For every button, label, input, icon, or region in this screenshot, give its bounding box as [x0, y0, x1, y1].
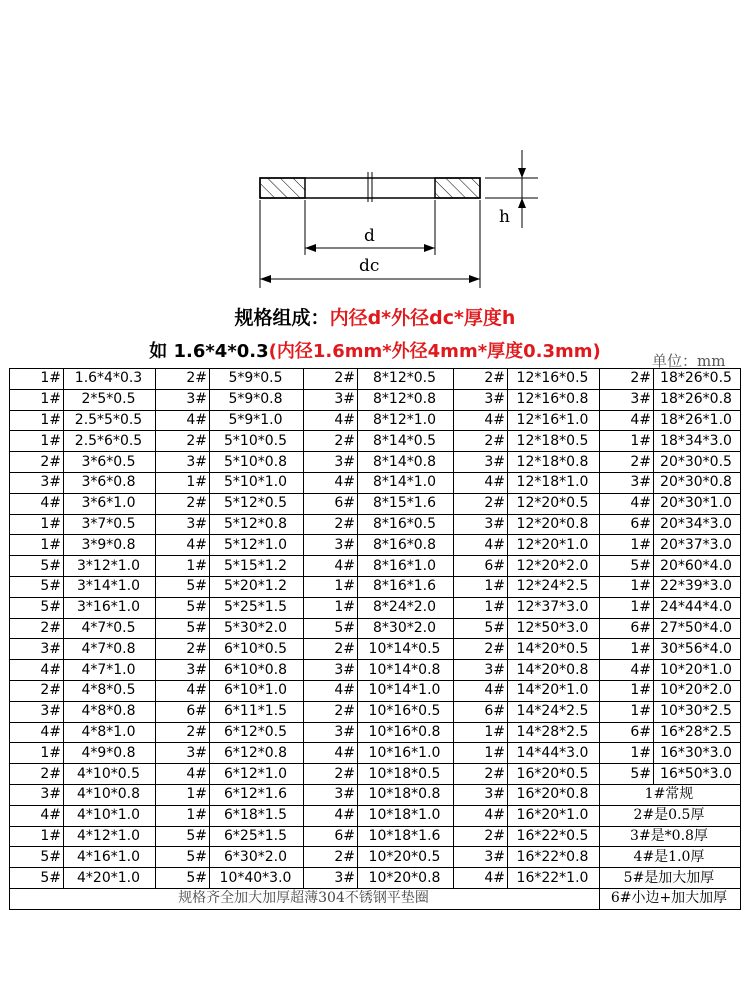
size-cell: 12*20*0.8 — [508, 514, 600, 535]
grade-cell: 5# — [10, 868, 64, 889]
grade-cell: 2# — [304, 514, 358, 535]
grade-cell: 2# — [156, 369, 210, 390]
size-cell: 5*15*1.2 — [210, 556, 304, 577]
grade-cell: 2# — [454, 826, 508, 847]
grade-cell: 1# — [10, 369, 64, 390]
grade-cell: 2# — [304, 701, 358, 722]
grade-cell: 1# — [156, 784, 210, 805]
grade-cell: 2# — [304, 764, 358, 785]
grade-cell: 4# — [304, 556, 358, 577]
size-cell: 1.6*4*0.3 — [64, 369, 156, 390]
table-row — [10, 576, 741, 597]
size-cell: 18*34*3.0 — [654, 431, 741, 452]
grade-cell: 2# — [10, 452, 64, 473]
size-cell: 2*5*0.5 — [64, 389, 156, 410]
grade-cell: 5# — [304, 618, 358, 639]
legend-cell: 3#是*0.8厚 — [600, 826, 741, 847]
grade-cell: 1# — [10, 389, 64, 410]
grade-cell: 1# — [156, 472, 210, 493]
table-row — [10, 701, 741, 722]
size-cell: 4*8*0.5 — [64, 680, 156, 701]
size-cell: 10*40*3.0 — [210, 868, 304, 889]
grade-cell: 1# — [156, 556, 210, 577]
size-cell: 20*30*1.0 — [654, 493, 741, 514]
table-row — [10, 826, 741, 847]
size-cell: 10*14*0.8 — [358, 660, 454, 681]
grade-cell: 6# — [156, 701, 210, 722]
size-cell: 8*12*1.0 — [358, 410, 454, 431]
size-cell: 3*6*0.8 — [64, 472, 156, 493]
size-cell: 4*8*0.8 — [64, 701, 156, 722]
grade-cell: 1# — [600, 535, 654, 556]
grade-cell: 2# — [10, 764, 64, 785]
label-dc: dc — [359, 256, 380, 276]
grade-cell: 6# — [454, 556, 508, 577]
grade-cell: 4# — [454, 868, 508, 889]
grade-cell: 6# — [454, 701, 508, 722]
size-cell: 3*6*0.5 — [64, 452, 156, 473]
table-row — [10, 868, 741, 889]
grade-cell: 2# — [304, 369, 358, 390]
grade-cell: 6# — [600, 618, 654, 639]
washer-diagram — [0, 0, 750, 300]
size-cell: 10*16*0.8 — [358, 722, 454, 743]
size-cell: 8*30*2.0 — [358, 618, 454, 639]
hatch-right — [435, 178, 480, 198]
size-cell: 16*22*0.8 — [508, 847, 600, 868]
size-cell: 12*20*0.5 — [508, 493, 600, 514]
grade-cell: 1# — [10, 514, 64, 535]
grade-cell: 4# — [156, 680, 210, 701]
grade-cell: 5# — [10, 597, 64, 618]
grade-cell: 2# — [454, 639, 508, 660]
grade-cell: 4# — [304, 743, 358, 764]
grade-cell: 2# — [304, 639, 358, 660]
table-row — [10, 639, 741, 660]
grade-cell: 2# — [156, 493, 210, 514]
size-cell: 4*7*1.0 — [64, 660, 156, 681]
size-cell: 22*39*3.0 — [654, 576, 741, 597]
size-cell: 2.5*5*0.5 — [64, 410, 156, 431]
size-cell: 6*12*1.6 — [210, 784, 304, 805]
size-cell: 6*10*0.8 — [210, 660, 304, 681]
size-cell: 3*16*1.0 — [64, 597, 156, 618]
table-row — [10, 847, 741, 868]
size-cell: 6*12*0.8 — [210, 743, 304, 764]
size-cell: 3*9*0.8 — [64, 535, 156, 556]
size-cell: 20*60*4.0 — [654, 556, 741, 577]
size-cell: 8*24*2.0 — [358, 597, 454, 618]
grade-cell: 2# — [600, 452, 654, 473]
size-cell: 12*24*2.5 — [508, 576, 600, 597]
grade-cell: 4# — [10, 805, 64, 826]
table-row — [10, 472, 741, 493]
table-row — [10, 535, 741, 556]
table-row — [10, 743, 741, 764]
grade-cell: 5# — [10, 847, 64, 868]
grade-cell: 6# — [600, 514, 654, 535]
grade-cell: 1# — [10, 431, 64, 452]
grade-cell: 3# — [454, 514, 508, 535]
size-cell: 18*26*0.8 — [654, 389, 741, 410]
grade-cell: 1# — [600, 576, 654, 597]
size-cell: 12*18*0.8 — [508, 452, 600, 473]
grade-cell: 2# — [454, 764, 508, 785]
size-cell: 3*6*1.0 — [64, 493, 156, 514]
grade-cell: 6# — [304, 826, 358, 847]
size-cell: 8*14*0.8 — [358, 452, 454, 473]
grade-cell: 2# — [600, 369, 654, 390]
label-d: d — [364, 226, 375, 246]
grade-cell: 3# — [304, 784, 358, 805]
size-cell: 12*37*3.0 — [508, 597, 600, 618]
size-cell: 5*10*0.5 — [210, 431, 304, 452]
grade-cell: 2# — [156, 639, 210, 660]
size-cell: 18*26*1.0 — [654, 410, 741, 431]
table-row — [10, 597, 741, 618]
table-row — [10, 389, 741, 410]
size-cell: 4*10*1.0 — [64, 805, 156, 826]
table-row — [10, 805, 741, 826]
grade-cell: 1# — [600, 597, 654, 618]
size-cell: 6*12*1.0 — [210, 764, 304, 785]
size-cell: 10*20*0.8 — [358, 868, 454, 889]
size-cell: 6*11*1.5 — [210, 701, 304, 722]
table-row — [10, 618, 741, 639]
size-cell: 8*12*0.5 — [358, 369, 454, 390]
size-cell: 18*26*0.5 — [654, 369, 741, 390]
size-cell: 6*12*0.5 — [210, 722, 304, 743]
grade-cell: 1# — [156, 805, 210, 826]
size-cell: 16*22*0.5 — [508, 826, 600, 847]
hatch-left — [260, 178, 305, 198]
grade-cell: 5# — [156, 826, 210, 847]
size-cell: 16*28*2.5 — [654, 722, 741, 743]
spec-example-detail: (内径1.6mm*外径4mm*厚度0.3mm) — [268, 341, 601, 362]
size-cell: 10*14*0.5 — [358, 639, 454, 660]
size-cell: 20*34*3.0 — [654, 514, 741, 535]
grade-cell: 3# — [600, 389, 654, 410]
size-cell: 12*18*0.5 — [508, 431, 600, 452]
table-row — [10, 410, 741, 431]
grade-cell: 4# — [454, 535, 508, 556]
grade-cell: 4# — [454, 680, 508, 701]
grade-cell: 5# — [600, 556, 654, 577]
size-cell: 16*22*1.0 — [508, 868, 600, 889]
size-cell: 16*20*0.5 — [508, 764, 600, 785]
size-cell: 8*14*1.0 — [358, 472, 454, 493]
grade-cell: 3# — [10, 639, 64, 660]
size-cell: 8*14*0.5 — [358, 431, 454, 452]
spec-composition-formula: 内径d*外径dc*厚度h — [329, 307, 516, 329]
legend-cell: 4#是1.0厚 — [600, 847, 741, 868]
size-cell: 5*30*2.0 — [210, 618, 304, 639]
grade-cell: 4# — [156, 535, 210, 556]
grade-cell: 4# — [304, 410, 358, 431]
table-footer — [10, 888, 741, 909]
size-cell: 10*14*1.0 — [358, 680, 454, 701]
size-cell: 4*10*0.5 — [64, 764, 156, 785]
grade-cell: 1# — [304, 576, 358, 597]
grade-cell: 1# — [10, 826, 64, 847]
grade-cell: 1# — [10, 535, 64, 556]
size-cell: 16*20*1.0 — [508, 805, 600, 826]
size-cell: 30*56*4.0 — [654, 639, 741, 660]
grade-cell: 3# — [304, 868, 358, 889]
size-cell: 16*30*3.0 — [654, 743, 741, 764]
grade-cell: 3# — [156, 660, 210, 681]
grade-cell: 2# — [10, 680, 64, 701]
grade-cell: 2# — [454, 493, 508, 514]
grade-cell: 4# — [304, 472, 358, 493]
size-cell: 12*18*1.0 — [508, 472, 600, 493]
size-cell: 6*25*1.5 — [210, 826, 304, 847]
size-cell: 10*16*1.0 — [358, 743, 454, 764]
spec-example — [0, 337, 750, 363]
grade-cell: 5# — [156, 618, 210, 639]
grade-cell: 5# — [156, 847, 210, 868]
grade-cell: 4# — [454, 805, 508, 826]
spec-composition — [0, 303, 750, 330]
table-row — [10, 514, 741, 535]
grade-cell: 3# — [156, 743, 210, 764]
spec-example-prefix: 如 1.6*4*0.3 — [149, 341, 269, 362]
grade-cell: 1# — [454, 722, 508, 743]
size-cell: 24*44*4.0 — [654, 597, 741, 618]
size-cell: 10*20*1.0 — [654, 660, 741, 681]
size-cell: 16*50*3.0 — [654, 764, 741, 785]
size-cell: 4*8*1.0 — [64, 722, 156, 743]
size-cell: 20*37*3.0 — [654, 535, 741, 556]
size-cell: 10*18*0.5 — [358, 764, 454, 785]
size-cell: 12*20*1.0 — [508, 535, 600, 556]
grade-cell: 2# — [10, 618, 64, 639]
size-cell: 5*9*1.0 — [210, 410, 304, 431]
grade-cell: 3# — [10, 701, 64, 722]
size-cell: 12*16*1.0 — [508, 410, 600, 431]
grade-cell: 5# — [156, 576, 210, 597]
grade-cell: 5# — [600, 764, 654, 785]
size-cell: 10*30*2.5 — [654, 701, 741, 722]
grade-cell: 1# — [304, 597, 358, 618]
size-cell: 10*16*0.5 — [358, 701, 454, 722]
size-cell: 14*24*2.5 — [508, 701, 600, 722]
size-cell: 4*7*0.8 — [64, 639, 156, 660]
grade-cell: 4# — [156, 410, 210, 431]
size-cell: 3*7*0.5 — [64, 514, 156, 535]
size-cell: 3*14*1.0 — [64, 576, 156, 597]
grade-cell: 3# — [10, 472, 64, 493]
grade-cell: 3# — [454, 389, 508, 410]
table-row — [10, 493, 741, 514]
size-cell: 8*16*0.5 — [358, 514, 454, 535]
size-cell: 6*18*1.5 — [210, 805, 304, 826]
size-cell: 14*44*3.0 — [508, 743, 600, 764]
grade-cell: 1# — [600, 680, 654, 701]
size-cell: 12*16*0.8 — [508, 389, 600, 410]
grade-cell: 3# — [304, 389, 358, 410]
grade-cell: 3# — [10, 784, 64, 805]
size-cell: 12*20*2.0 — [508, 556, 600, 577]
size-cell: 10*18*1.6 — [358, 826, 454, 847]
grade-cell: 4# — [454, 472, 508, 493]
size-cell: 4*16*1.0 — [64, 847, 156, 868]
grade-cell: 3# — [454, 660, 508, 681]
size-cell: 5*12*0.5 — [210, 493, 304, 514]
grade-cell: 4# — [156, 764, 210, 785]
grade-cell: 4# — [10, 722, 64, 743]
grade-cell: 1# — [600, 639, 654, 660]
unit-label: 单位：mm — [652, 352, 726, 370]
size-cell: 5*9*0.8 — [210, 389, 304, 410]
spec-composition-label: 规格组成： — [234, 307, 330, 329]
label-h: h — [499, 207, 510, 227]
size-cell: 5*10*1.0 — [210, 472, 304, 493]
grade-cell: 2# — [156, 431, 210, 452]
size-cell: 14*20*0.8 — [508, 660, 600, 681]
table-row — [10, 764, 741, 785]
size-cell: 12*16*0.5 — [508, 369, 600, 390]
table-row — [10, 784, 741, 805]
grade-cell: 3# — [600, 472, 654, 493]
grade-cell: 2# — [454, 369, 508, 390]
size-cell: 5*9*0.5 — [210, 369, 304, 390]
size-cell: 5*12*0.8 — [210, 514, 304, 535]
size-cell: 20*30*0.8 — [654, 472, 741, 493]
table-row — [10, 431, 741, 452]
grade-cell: 5# — [454, 618, 508, 639]
size-cell: 14*20*0.5 — [508, 639, 600, 660]
grade-cell: 3# — [304, 660, 358, 681]
size-cell: 3*12*1.0 — [64, 556, 156, 577]
size-cell: 5*20*1.2 — [210, 576, 304, 597]
size-cell: 4*10*0.8 — [64, 784, 156, 805]
grade-cell: 2# — [304, 431, 358, 452]
table-row — [10, 369, 741, 390]
size-cell: 8*15*1.6 — [358, 493, 454, 514]
grade-cell: 3# — [304, 452, 358, 473]
grade-cell: 5# — [156, 597, 210, 618]
grade-cell: 4# — [600, 493, 654, 514]
grade-cell: 2# — [454, 431, 508, 452]
grade-cell: 4# — [600, 660, 654, 681]
grade-cell: 1# — [600, 743, 654, 764]
footer-legend: 6#小边+加大加厚 — [600, 888, 741, 909]
size-cell: 8*16*0.8 — [358, 535, 454, 556]
size-cell: 4*9*0.8 — [64, 743, 156, 764]
size-cell: 8*12*0.8 — [358, 389, 454, 410]
legend-cell: 1#常规 — [600, 784, 741, 805]
table-row — [10, 452, 741, 473]
grade-cell: 5# — [10, 576, 64, 597]
grade-cell: 3# — [156, 389, 210, 410]
legend-cell: 2#是0.5厚 — [600, 805, 741, 826]
grade-cell: 1# — [454, 597, 508, 618]
grade-cell: 1# — [454, 743, 508, 764]
size-cell: 16*20*0.8 — [508, 784, 600, 805]
size-cell: 6*30*2.0 — [210, 847, 304, 868]
grade-cell: 3# — [454, 784, 508, 805]
table-row — [10, 556, 741, 577]
grade-cell: 4# — [10, 493, 64, 514]
grade-cell: 4# — [304, 805, 358, 826]
grade-cell: 2# — [304, 847, 358, 868]
size-cell: 5*12*1.0 — [210, 535, 304, 556]
grade-cell: 3# — [304, 722, 358, 743]
grade-cell: 4# — [600, 410, 654, 431]
footer-text: 规格齐全加大加厚超薄304不锈钢平垫圈 — [10, 888, 600, 909]
grade-cell: 1# — [10, 410, 64, 431]
table-row — [10, 722, 741, 743]
grade-cell: 3# — [156, 514, 210, 535]
grade-cell: 5# — [156, 868, 210, 889]
size-cell: 20*30*0.5 — [654, 452, 741, 473]
grade-cell: 3# — [454, 847, 508, 868]
size-cell: 4*12*1.0 — [64, 826, 156, 847]
grade-cell: 3# — [156, 452, 210, 473]
size-cell: 12*50*3.0 — [508, 618, 600, 639]
spec-table — [9, 368, 741, 910]
size-cell: 4*7*0.5 — [64, 618, 156, 639]
legend-cell: 5#是加大加厚 — [600, 868, 741, 889]
grade-cell: 3# — [304, 535, 358, 556]
grade-cell: 6# — [600, 722, 654, 743]
grade-cell: 2# — [156, 722, 210, 743]
table-row — [10, 660, 741, 681]
size-cell: 2.5*6*0.5 — [64, 431, 156, 452]
size-cell: 5*25*1.5 — [210, 597, 304, 618]
size-cell: 6*10*0.5 — [210, 639, 304, 660]
grade-cell: 3# — [454, 452, 508, 473]
size-cell: 8*16*1.6 — [358, 576, 454, 597]
size-cell: 5*10*0.8 — [210, 452, 304, 473]
size-cell: 10*18*0.8 — [358, 784, 454, 805]
grade-cell: 1# — [600, 701, 654, 722]
table-row — [10, 680, 741, 701]
size-cell: 10*20*2.0 — [654, 680, 741, 701]
grade-cell: 5# — [10, 556, 64, 577]
grade-cell: 4# — [304, 680, 358, 701]
grade-cell: 4# — [454, 410, 508, 431]
size-cell: 10*18*1.0 — [358, 805, 454, 826]
size-cell: 27*50*4.0 — [654, 618, 741, 639]
grade-cell: 4# — [10, 660, 64, 681]
grade-cell: 6# — [304, 493, 358, 514]
grade-cell: 1# — [10, 743, 64, 764]
size-cell: 14*20*1.0 — [508, 680, 600, 701]
size-cell: 10*20*0.5 — [358, 847, 454, 868]
size-cell: 14*28*2.5 — [508, 722, 600, 743]
grade-cell: 1# — [600, 431, 654, 452]
size-cell: 8*16*1.0 — [358, 556, 454, 577]
grade-cell: 1# — [454, 576, 508, 597]
size-cell: 6*10*1.0 — [210, 680, 304, 701]
size-cell: 4*20*1.0 — [64, 868, 156, 889]
